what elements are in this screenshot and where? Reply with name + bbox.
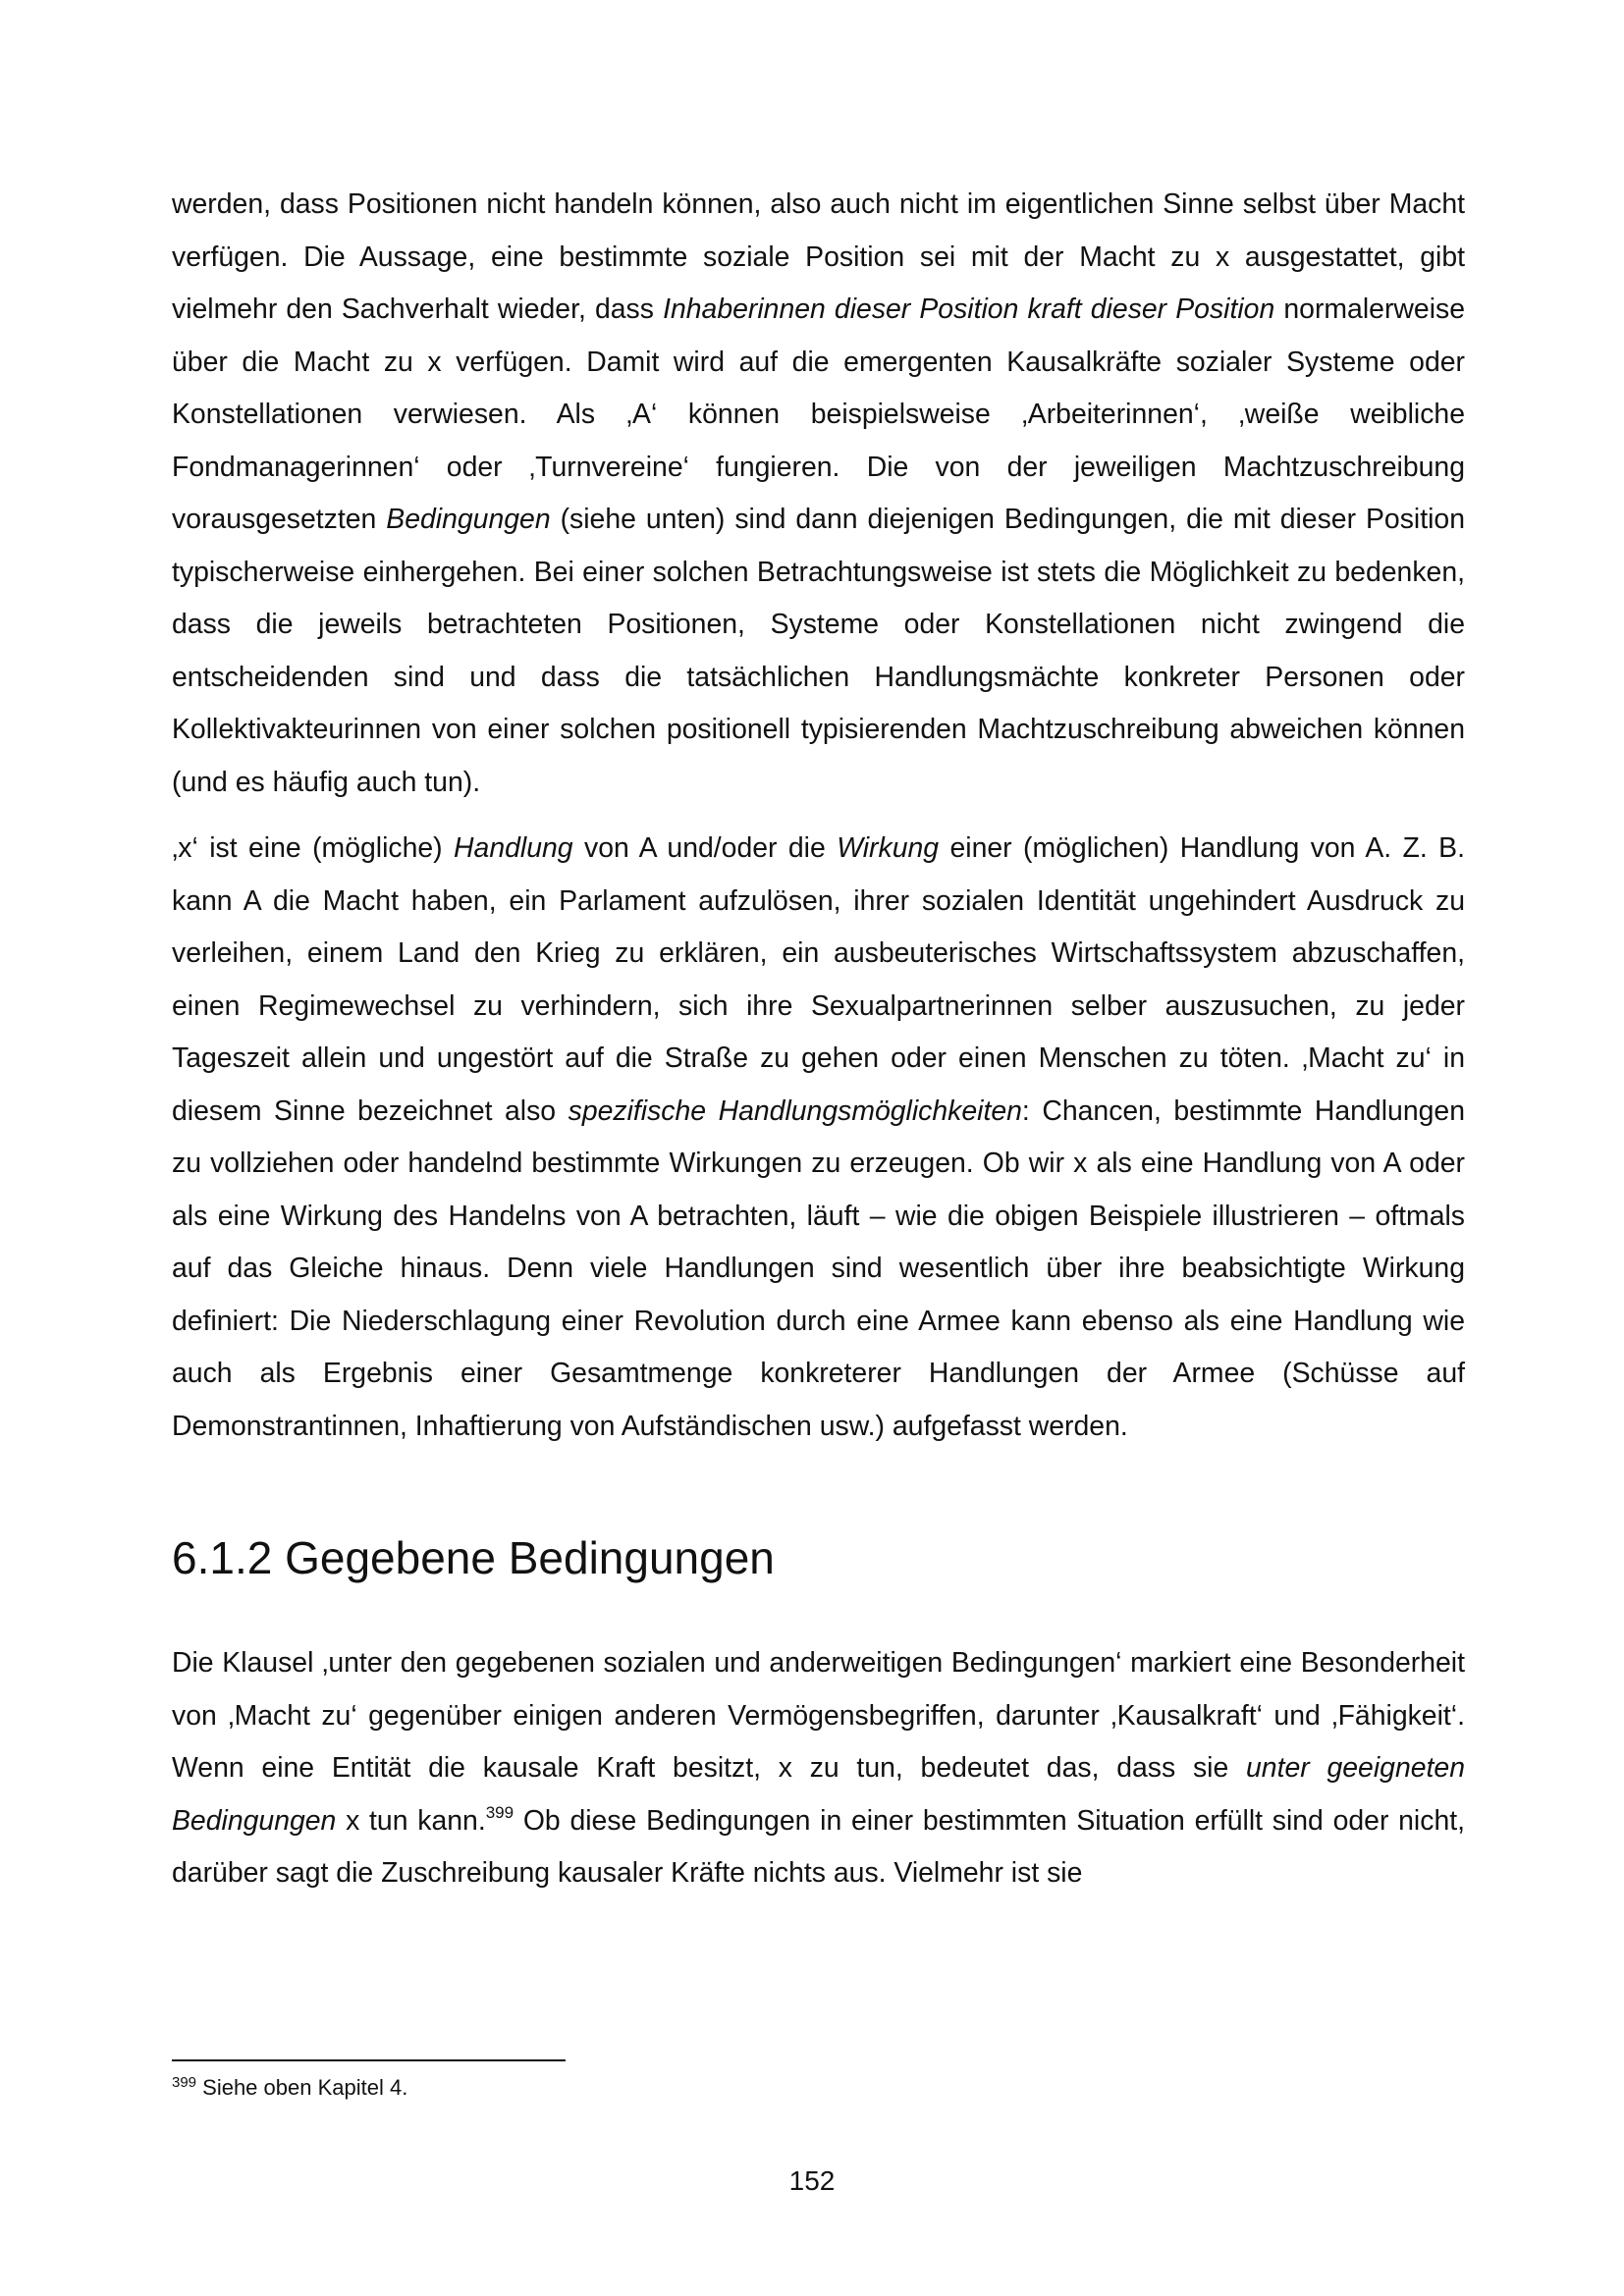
paragraph-3 <box>172 1637 1465 1900</box>
p3-emphasis-1: unter geeigneten Bedingungen <box>172 1752 1465 1837</box>
p2-text-4: : Chancen, bestimmte Handlungen zu vollziehen oder handelnd bestimmte Wirkungen zu erzeugen. Ob wir x als eine Handlung von A oder als eine Wirkung des Handelns von A betrachten, läuft – wie die obigen Beispiele illustrieren – oftmals auf das Gleiche hinaus. Denn viele Handlungen sind wesentlich über ihre beabsichtigte Wirkung definiert: Die Niederschlagung einer Revolution durch eine Armee kann ebenso als eine Handlung wie auch als Ergebnis einer Gesamtmenge konkreterer Handlungen der Armee (Schüsse auf Demonstrantinnen, Inhaftierung von Aufständischen usw.) aufgefasst werden. <box>172 1095 1465 1442</box>
footnote-number: 399 <box>172 2074 197 2091</box>
p1-text-3: (siehe unten) sind dann diejenigen Bedingungen, die mit dieser Position typischerweise einhergehen. Bei einer solchen Betrachtungsweise ist stets die Möglichkeit zu bedenken, dass die jeweils betrachteten Positionen, Systeme oder Konstellationen nicht zwingend die entscheidenden sind und dass die tatsächlichen Handlungsmächte konkreter Personen oder Kollektivakteurinnen von einer solchen positionell typisierenden Machtzuschreibung abweichen können (und es häufig auch tun). <box>172 504 1465 798</box>
p2-text-2: von A und/oder die <box>572 832 838 864</box>
p2-emphasis-2: Wirkung <box>837 832 940 864</box>
footnote-text: Siehe oben Kapitel 4. <box>196 2075 408 2100</box>
footnote-reference[interactable]: 399 <box>485 1802 514 1822</box>
page-number: 152 <box>788 2165 836 2196</box>
page-body <box>172 179 1465 1900</box>
paragraph-2 <box>172 823 1465 1453</box>
p1-emphasis-1: Inhaberinnen dieser Position kraft dieser Position <box>663 294 1275 325</box>
p1-text-2: normalerweise über die Macht zu x verfügen. Damit wird auf die emergenten Kausalkräfte sozialer Systeme oder Konstellationen verwiesen. Als ‚A‘ können beispielsweise ‚Arbeiterinnen‘, ‚weiße weibliche Fondmanagerinnen‘ oder ‚Turnvereine‘ fungieren. Die von der jeweiligen Machtzuschreibung vorausgesetzten <box>172 294 1465 535</box>
p2-emphasis-3: spezifische Handlungsmöglichkeiten <box>568 1095 1022 1127</box>
p1-text-1: werden, dass Positionen nicht handeln können, also auch nicht im eigentlichen Sinne selbst über Macht verfügen. Die Aussage, eine bestimmte soziale Position sei mit der Macht zu x ausgestattet, gibt vielmehr den Sachverhalt wieder, dass <box>172 188 1465 325</box>
paragraph-1 <box>172 179 1465 809</box>
p3-text-2: x tun kann. <box>336 1804 486 1837</box>
footnote-divider <box>172 2059 566 2061</box>
p1-emphasis-2: Bedingungen <box>386 504 551 535</box>
section-heading: 6.1.2 Gegebene Bedingungen <box>172 1532 775 1583</box>
p2-text-3: einer (möglichen) Handlung von A. Z. B. kann A die Macht haben, ein Parlament aufzulösen, ihrer sozialen Identität ungehindert Ausdruck zu verleihen, einem Land den Krieg zu erklären, ein ausbeuterisches Wirtschaftssystem abzuschaffen, einen Regimewechsel zu verhindern, sich ihre Sexualpartnerinnen selber auszusuchen, zu jeder Tageszeit allein und ungestört auf die Straße zu gehen oder einen Menschen zu töten. ‚Macht zu‘ in diesem Sinne bezeichnet also <box>172 832 1466 1127</box>
p3-text-1: Die Klausel ‚unter den gegebenen sozialen und anderweitigen Bedingungen‘ markiert eine Besonderheit von ‚Macht zu‘ gegenüber einigen anderen Vermögensbegriffen, darunter ‚Kausalkraft‘ und ‚Fähigkeit‘. Wenn eine Entität die kausale Kraft besitzt, x zu tun, bedeutet das, dass sie <box>172 1647 1465 1784</box>
footnote <box>172 2073 407 2103</box>
p3-text-3: Ob diese Bedingungen in einer bestimmten Situation erfüllt sind oder nicht, darüber sagt die Zuschreibung kausaler Kräfte nichts aus. Vielmehr ist sie <box>172 1804 1466 1889</box>
p2-text-1: ‚x‘ ist eine (mögliche) <box>172 832 455 864</box>
p2-emphasis-1: Handlung <box>454 832 573 864</box>
